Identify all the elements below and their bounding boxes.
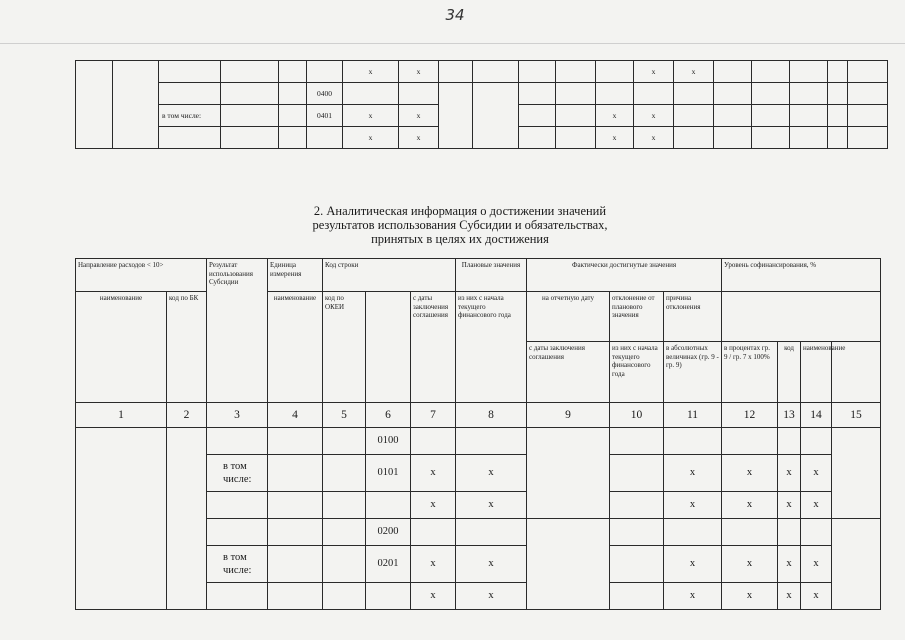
cell-x: x	[722, 583, 778, 610]
header-percent: в процентах гр. 9 / гр. 7 х 100%	[722, 342, 778, 403]
header-act-since-agreement: с даты заключения соглашения	[527, 342, 610, 403]
column-number: 4	[268, 403, 323, 428]
row-label: в том числе:	[159, 105, 221, 127]
column-number: 13	[778, 403, 801, 428]
row-label: в том числе:	[207, 546, 268, 583]
cell-x: x	[456, 546, 527, 583]
column-number: 11	[664, 403, 722, 428]
cell-x: x	[411, 583, 456, 610]
header-okei-code: код по ОКЕИ	[323, 292, 366, 403]
section-title: 2. Аналитическая информация о достижении значений результатов использования Субсидии и обязательствах, принятых в целях их достижения	[312, 204, 608, 246]
table-row	[76, 428, 881, 455]
column-number: 14	[801, 403, 832, 428]
cell-x: x	[596, 105, 634, 127]
cell-x: x	[343, 105, 399, 127]
cell-x: x	[778, 492, 801, 519]
cell-x: x	[456, 455, 527, 492]
header-row	[76, 259, 881, 292]
row-label: в том числе:	[207, 455, 268, 492]
column-number: 10	[610, 403, 664, 428]
column-number: 5	[323, 403, 366, 428]
header-cofinancing: Уровень софинансирования, %	[722, 259, 881, 292]
cell-x: x	[801, 583, 832, 610]
cell-x: x	[456, 583, 527, 610]
cell-x: x	[801, 492, 832, 519]
header-direction: Направление расходов < 10>	[76, 259, 207, 292]
cell-x: x	[664, 455, 722, 492]
header-unit-name: наименование	[268, 292, 323, 403]
header-actual: Фактически достигнутые значения	[527, 259, 722, 292]
column-number: 8	[456, 403, 527, 428]
header-row	[76, 292, 881, 342]
column-number: 3	[207, 403, 268, 428]
cell-x: x	[399, 61, 439, 83]
cell-x: x	[778, 546, 801, 583]
cell-x: x	[778, 455, 801, 492]
header-name: наименование	[76, 292, 167, 403]
column-numbers-row	[76, 403, 881, 428]
column-number: 1	[76, 403, 167, 428]
cell-x: x	[596, 127, 634, 149]
header-absolute: в абсолютных величинах (гр. 9 - гр. 9)	[664, 342, 722, 403]
column-number: 7	[411, 403, 456, 428]
cell-x: x	[664, 546, 722, 583]
cell-x: x	[634, 127, 674, 149]
cell-x: x	[634, 61, 674, 83]
header-bk-code: код по БК	[167, 292, 207, 403]
header-act-since-year-start: из них с начала текущего финансового года	[610, 342, 664, 403]
table-row	[76, 83, 888, 105]
column-number: 9	[527, 403, 610, 428]
cell-x: x	[674, 61, 714, 83]
row-code: 0200	[366, 519, 411, 546]
header-deviation-plan: отклонение от планового значения	[610, 292, 664, 342]
header-reporting-date: на отчетную дату	[527, 292, 610, 342]
header-result: Результат использования Субсидии	[207, 259, 268, 403]
cell-x: x	[664, 583, 722, 610]
page-divider	[0, 43, 905, 44]
row-code: 0400	[307, 83, 343, 105]
header-planned: Плановые значения	[456, 259, 527, 292]
cell-x: x	[411, 492, 456, 519]
column-number: 6	[366, 403, 411, 428]
table-row	[76, 61, 888, 83]
cell-x: x	[722, 492, 778, 519]
header-naming: наименование	[801, 342, 832, 403]
page-number: 34	[445, 6, 465, 24]
cell-x: x	[399, 127, 439, 149]
header-since-agreement: с даты заключения соглашения	[411, 292, 456, 403]
cell-x: x	[343, 127, 399, 149]
cell-x: x	[634, 105, 674, 127]
continuation-table	[75, 60, 888, 149]
cell-x: x	[399, 105, 439, 127]
analytics-table	[75, 258, 881, 610]
column-number: 15	[832, 403, 881, 428]
header-line-code: Код строки	[323, 259, 456, 292]
column-number: 2	[167, 403, 207, 428]
column-number: 12	[722, 403, 778, 428]
cell-x: x	[801, 455, 832, 492]
cell-x: x	[664, 492, 722, 519]
cell-x: x	[343, 61, 399, 83]
header-code: код	[778, 342, 801, 403]
cell-x: x	[722, 546, 778, 583]
header-deviation-reason: причина отклонения	[664, 292, 722, 342]
header-unit: Единица измерения	[268, 259, 323, 292]
cell-x: x	[722, 455, 778, 492]
cell-x: x	[801, 546, 832, 583]
cell-x: x	[411, 546, 456, 583]
row-code: 0201	[366, 546, 411, 583]
cell-x: x	[778, 583, 801, 610]
cell-x: x	[456, 492, 527, 519]
row-code: 0101	[366, 455, 411, 492]
row-code: 0401	[307, 105, 343, 127]
row-code: 0100	[366, 428, 411, 455]
cell-x: x	[411, 455, 456, 492]
header-since-year-start: из них с начала текущего финансового года	[456, 292, 527, 403]
